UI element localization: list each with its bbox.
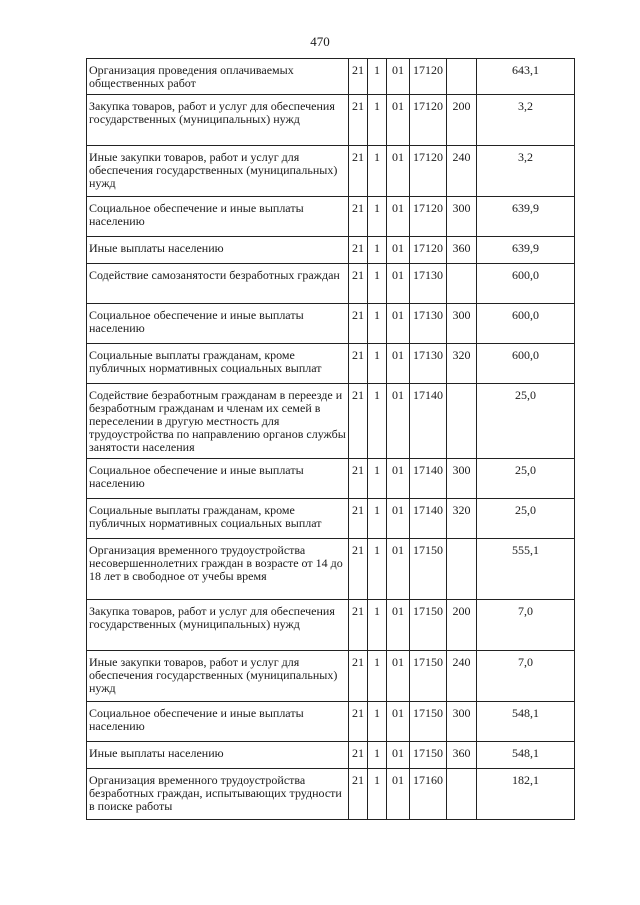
code-section-cell: 21 <box>349 197 368 237</box>
row-name-cell: Социальное обеспечение и иные выплаты населению <box>87 459 349 499</box>
code-section-cell: 21 <box>349 344 368 384</box>
code-direction-cell: 17130 <box>410 264 447 304</box>
amount-cell: 600,0 <box>477 304 575 344</box>
code-subprogram-cell: 01 <box>387 304 410 344</box>
row-name-cell: Содействие самозанятости безработных граждан <box>87 264 349 304</box>
code-subprogram-cell: 01 <box>387 742 410 769</box>
code-subprogram-cell: 01 <box>387 59 410 95</box>
row-name-cell: Организация временного трудоустройства несовершеннолетних граждан в возрасте от 14 до 18 лет в свободное от учебы время <box>87 539 349 600</box>
amount-cell: 25,0 <box>477 459 575 499</box>
expense-type-cell: 300 <box>447 304 477 344</box>
code-direction-cell: 17150 <box>410 539 447 600</box>
code-direction-cell: 17140 <box>410 499 447 539</box>
code-section-cell: 21 <box>349 742 368 769</box>
code-subprogram-cell: 01 <box>387 95 410 146</box>
expense-type-cell: 300 <box>447 459 477 499</box>
code-section-cell: 21 <box>349 769 368 820</box>
code-subprogram-cell: 01 <box>387 459 410 499</box>
amount-cell: 3,2 <box>477 146 575 197</box>
code-program-cell: 1 <box>368 146 387 197</box>
expense-type-cell: 240 <box>447 146 477 197</box>
code-section-cell: 21 <box>349 384 368 459</box>
code-program-cell: 1 <box>368 600 387 651</box>
code-section-cell: 21 <box>349 146 368 197</box>
table-row <box>87 702 575 742</box>
code-direction-cell: 17120 <box>410 146 447 197</box>
row-name-cell: Социальные выплаты гражданам, кроме публичных нормативных социальных выплат <box>87 344 349 384</box>
code-section-cell: 21 <box>349 264 368 304</box>
code-section-cell: 21 <box>349 651 368 702</box>
code-subprogram-cell: 01 <box>387 600 410 651</box>
row-name-cell: Социальные выплаты гражданам, кроме публичных нормативных социальных выплат <box>87 499 349 539</box>
code-section-cell: 21 <box>349 702 368 742</box>
code-program-cell: 1 <box>368 304 387 344</box>
code-section-cell: 21 <box>349 539 368 600</box>
code-subprogram-cell: 01 <box>387 344 410 384</box>
code-direction-cell: 17120 <box>410 59 447 95</box>
expense-type-cell: 300 <box>447 197 477 237</box>
expense-type-cell: 200 <box>447 95 477 146</box>
code-section-cell: 21 <box>349 459 368 499</box>
expense-type-cell: 360 <box>447 237 477 264</box>
expense-type-cell: 360 <box>447 742 477 769</box>
code-direction-cell: 17120 <box>410 197 447 237</box>
code-program-cell: 1 <box>368 197 387 237</box>
code-program-cell: 1 <box>368 344 387 384</box>
expense-type-cell <box>447 769 477 820</box>
code-direction-cell: 17130 <box>410 344 447 384</box>
expense-type-cell <box>447 264 477 304</box>
code-program-cell: 1 <box>368 95 387 146</box>
row-name-cell: Организация временного трудоустройства безработных граждан, испытывающих трудности в поиске работы <box>87 769 349 820</box>
expense-type-cell <box>447 384 477 459</box>
expense-type-cell: 200 <box>447 600 477 651</box>
code-program-cell: 1 <box>368 702 387 742</box>
code-subprogram-cell: 01 <box>387 237 410 264</box>
expense-type-cell: 240 <box>447 651 477 702</box>
code-subprogram-cell: 01 <box>387 384 410 459</box>
code-subprogram-cell: 01 <box>387 702 410 742</box>
code-subprogram-cell: 01 <box>387 197 410 237</box>
code-program-cell: 1 <box>368 59 387 95</box>
table-row <box>87 742 575 769</box>
table-row <box>87 600 575 651</box>
table-row <box>87 197 575 237</box>
amount-cell: 25,0 <box>477 499 575 539</box>
amount-cell: 3,2 <box>477 95 575 146</box>
code-program-cell: 1 <box>368 384 387 459</box>
code-section-cell: 21 <box>349 237 368 264</box>
code-program-cell: 1 <box>368 459 387 499</box>
code-section-cell: 21 <box>349 304 368 344</box>
budget-table-body <box>87 59 575 820</box>
row-name-cell: Иные закупки товаров, работ и услуг для обеспечения государственных (муниципальных) нужд <box>87 651 349 702</box>
expense-type-cell: 300 <box>447 702 477 742</box>
expense-type-cell <box>447 539 477 600</box>
code-section-cell: 21 <box>349 600 368 651</box>
page-number: 470 <box>310 34 330 49</box>
table-row <box>87 146 575 197</box>
code-program-cell: 1 <box>368 499 387 539</box>
code-subprogram-cell: 01 <box>387 539 410 600</box>
table-row <box>87 651 575 702</box>
table-row <box>87 459 575 499</box>
table-row <box>87 769 575 820</box>
table-row <box>87 539 575 600</box>
row-name-cell: Содействие безработным гражданам в переезде и безработным гражданам и членам их семей в переселении в другую местность для трудоустройства по направлению органов службы занятости населения <box>87 384 349 459</box>
table-row <box>87 384 575 459</box>
table-row <box>87 304 575 344</box>
table-row <box>87 344 575 384</box>
amount-cell: 548,1 <box>477 742 575 769</box>
code-direction-cell: 17120 <box>410 237 447 264</box>
code-program-cell: 1 <box>368 539 387 600</box>
amount-cell: 639,9 <box>477 237 575 264</box>
expense-type-cell <box>447 59 477 95</box>
table-row <box>87 499 575 539</box>
amount-cell: 643,1 <box>477 59 575 95</box>
row-name-cell: Иные выплаты населению <box>87 742 349 769</box>
amount-cell: 25,0 <box>477 384 575 459</box>
code-direction-cell: 17140 <box>410 459 447 499</box>
code-direction-cell: 17120 <box>410 95 447 146</box>
code-direction-cell: 17150 <box>410 600 447 651</box>
amount-cell: 7,0 <box>477 651 575 702</box>
row-name-cell: Иные выплаты населению <box>87 237 349 264</box>
row-name-cell: Социальное обеспечение и иные выплаты населению <box>87 197 349 237</box>
code-subprogram-cell: 01 <box>387 264 410 304</box>
row-name-cell: Закупка товаров, работ и услуг для обеспечения государственных (муниципальных) нужд <box>87 95 349 146</box>
row-name-cell: Закупка товаров, работ и услуг для обеспечения государственных (муниципальных) нужд <box>87 600 349 651</box>
code-section-cell: 21 <box>349 499 368 539</box>
code-program-cell: 1 <box>368 651 387 702</box>
table-row <box>87 95 575 146</box>
amount-cell: 600,0 <box>477 344 575 384</box>
code-direction-cell: 17130 <box>410 304 447 344</box>
code-section-cell: 21 <box>349 59 368 95</box>
code-direction-cell: 17150 <box>410 742 447 769</box>
expense-type-cell: 320 <box>447 499 477 539</box>
amount-cell: 600,0 <box>477 264 575 304</box>
code-program-cell: 1 <box>368 769 387 820</box>
code-subprogram-cell: 01 <box>387 769 410 820</box>
row-name-cell: Иные закупки товаров, работ и услуг для обеспечения государственных (муниципальных) нужд <box>87 146 349 197</box>
amount-cell: 182,1 <box>477 769 575 820</box>
code-direction-cell: 17140 <box>410 384 447 459</box>
table-row <box>87 237 575 264</box>
amount-cell: 548,1 <box>477 702 575 742</box>
code-subprogram-cell: 01 <box>387 499 410 539</box>
code-program-cell: 1 <box>368 742 387 769</box>
code-direction-cell: 17150 <box>410 702 447 742</box>
table-row <box>87 264 575 304</box>
amount-cell: 639,9 <box>477 197 575 237</box>
code-direction-cell: 17160 <box>410 769 447 820</box>
budget-table <box>86 58 575 820</box>
code-program-cell: 1 <box>368 237 387 264</box>
row-name-cell: Социальное обеспечение и иные выплаты населению <box>87 304 349 344</box>
row-name-cell: Организация проведения оплачиваемых общественных работ <box>87 59 349 95</box>
table-row <box>87 59 575 95</box>
amount-cell: 555,1 <box>477 539 575 600</box>
code-subprogram-cell: 01 <box>387 651 410 702</box>
row-name-cell: Социальное обеспечение и иные выплаты населению <box>87 702 349 742</box>
amount-cell: 7,0 <box>477 600 575 651</box>
expense-type-cell: 320 <box>447 344 477 384</box>
code-section-cell: 21 <box>349 95 368 146</box>
code-direction-cell: 17150 <box>410 651 447 702</box>
code-program-cell: 1 <box>368 264 387 304</box>
code-subprogram-cell: 01 <box>387 146 410 197</box>
